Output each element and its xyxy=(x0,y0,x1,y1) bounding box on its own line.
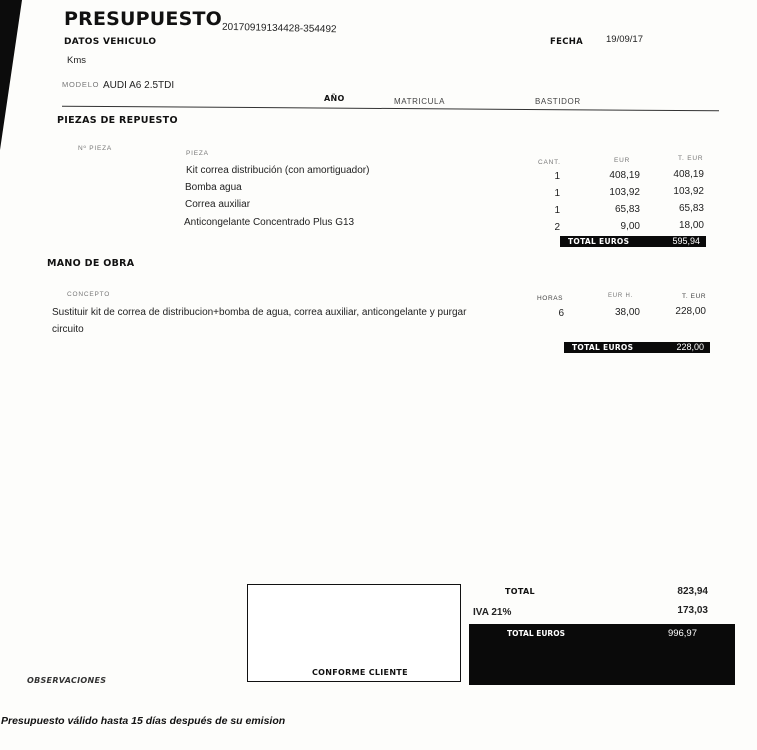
grand-total-label: TOTAL EUROS xyxy=(507,629,565,638)
document-number: 20170919134428-354492 xyxy=(221,21,337,36)
fecha-label: FECHA xyxy=(550,37,584,47)
part-qty: 2 xyxy=(554,222,560,233)
part-total: 103,92 xyxy=(673,186,704,197)
document-title: PRESUPUESTO xyxy=(64,8,222,30)
piezas-section-label: PIEZAS DE REPUESTO xyxy=(57,115,178,126)
matricula-label: MATRICULA xyxy=(394,97,446,106)
labor-total: 228,00 xyxy=(675,306,706,317)
part-name: Anticongelante Concentrado Plus G13 xyxy=(184,217,355,228)
parts-total-bar xyxy=(560,236,706,247)
part-qty: 1 xyxy=(554,205,560,216)
labor-concept-line2: circuito xyxy=(52,324,84,335)
grand-total-box xyxy=(469,624,735,685)
col-labor-total: T. EUR xyxy=(682,293,707,300)
parts-total-label: TOTAL EUROS xyxy=(568,237,630,246)
labor-total-bar xyxy=(564,342,710,353)
summary-total-value: 823,94 xyxy=(677,586,708,597)
modelo-label: MODELO xyxy=(62,80,100,89)
bastidor-label: BASTIDOR xyxy=(535,97,581,106)
anio-label: AÑO xyxy=(324,94,345,103)
part-price: 408,19 xyxy=(609,170,640,181)
summary-total-label: TOTAL xyxy=(505,587,535,596)
vehicle-divider xyxy=(62,106,719,112)
parts-total-value: 595,94 xyxy=(672,236,700,246)
fecha-value: 19/09/17 xyxy=(606,34,643,45)
part-total: 65,83 xyxy=(678,203,704,214)
part-qty: 1 xyxy=(554,171,560,182)
part-price: 9,00 xyxy=(620,221,640,232)
col-cant: CANT. xyxy=(538,159,561,166)
part-name: Bomba agua xyxy=(185,182,242,193)
part-qty: 1 xyxy=(554,188,560,199)
conforme-cliente-label: CONFORME CLIENTE xyxy=(312,668,408,677)
col-total-eur: T. EUR xyxy=(678,155,704,162)
labor-eurh: 38,00 xyxy=(614,307,640,318)
col-eur-h: EUR H. xyxy=(608,293,634,299)
part-name: Correa auxiliar xyxy=(185,199,251,210)
col-horas: HORAS xyxy=(537,295,564,302)
observaciones-label: OBSERVACIONES xyxy=(27,676,107,685)
iva-label: IVA 21% xyxy=(473,607,512,618)
col-nr-pieza: Nº PIEZA xyxy=(78,145,113,152)
labor-total-value: 228,00 xyxy=(676,342,704,352)
conforme-cliente-box xyxy=(247,584,461,682)
part-total: 408,19 xyxy=(673,169,704,180)
datos-vehiculo-label: DATOS VEHICULO xyxy=(64,37,157,47)
labor-total-label: TOTAL EUROS xyxy=(572,343,634,352)
part-price: 65,83 xyxy=(614,204,640,215)
labor-horas: 6 xyxy=(558,308,564,319)
col-pieza: PIEZA xyxy=(186,150,209,157)
grand-total-value: 996,97 xyxy=(667,628,697,639)
labor-concept-line1: Sustituir kit de correa de distribucion+bomba de agua, correa auxiliar, anticongelante y purgar xyxy=(52,307,467,318)
mano-obra-section-label: MANO DE OBRA xyxy=(47,258,135,269)
col-concepto: CONCEPTO xyxy=(67,291,111,298)
scan-edge-shadow xyxy=(0,0,22,150)
validity-note: Presupuesto válido hasta 15 días después de su emision xyxy=(1,715,286,727)
modelo-value: AUDI A6 2.5TDI xyxy=(103,80,175,91)
kms-label: Kms xyxy=(67,55,86,66)
part-total: 18,00 xyxy=(678,220,704,231)
part-name: Kit correa distribución (con amortiguador) xyxy=(186,165,370,176)
col-eur: EUR xyxy=(614,157,631,164)
part-price: 103,92 xyxy=(609,187,640,198)
iva-value: 173,03 xyxy=(677,605,708,616)
